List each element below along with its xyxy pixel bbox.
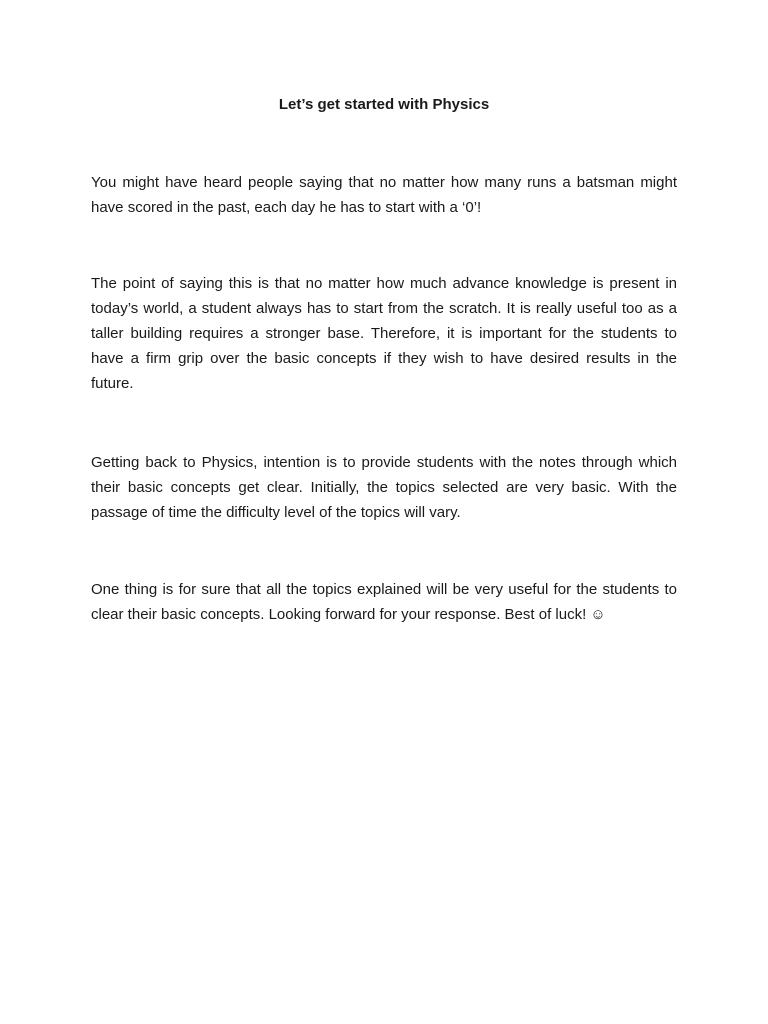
paragraph-physics-notes: Getting back to Physics, intention is to provide students with the notes through which their basic concepts get clear. Initially, the topics selected are very basic. With the passage of time the difficulty level of the topics will vary.	[91, 454, 677, 521]
paragraph-basics: The point of saying this is that no matter how much advance knowledge is present in today’s world, a student always has to start from the scratch. It is really useful too as a taller building requires a stronger base. Therefore, it is important for the students to have a firm grip over the basic concepts if they wish to have desired results in the future.	[91, 275, 677, 392]
paragraph-closing: One thing is for sure that all the topics explained will be very useful for the students to clear their basic concepts. Looking forward for your response. Best of luck! ☺	[91, 581, 677, 623]
paragraph-intro: You might have heard people saying that no matter how many runs a batsman might have scored in the past, each day he has to start with a ‘0’!	[91, 174, 677, 216]
document-title: Let’s get started with Physics	[278, 96, 490, 113]
